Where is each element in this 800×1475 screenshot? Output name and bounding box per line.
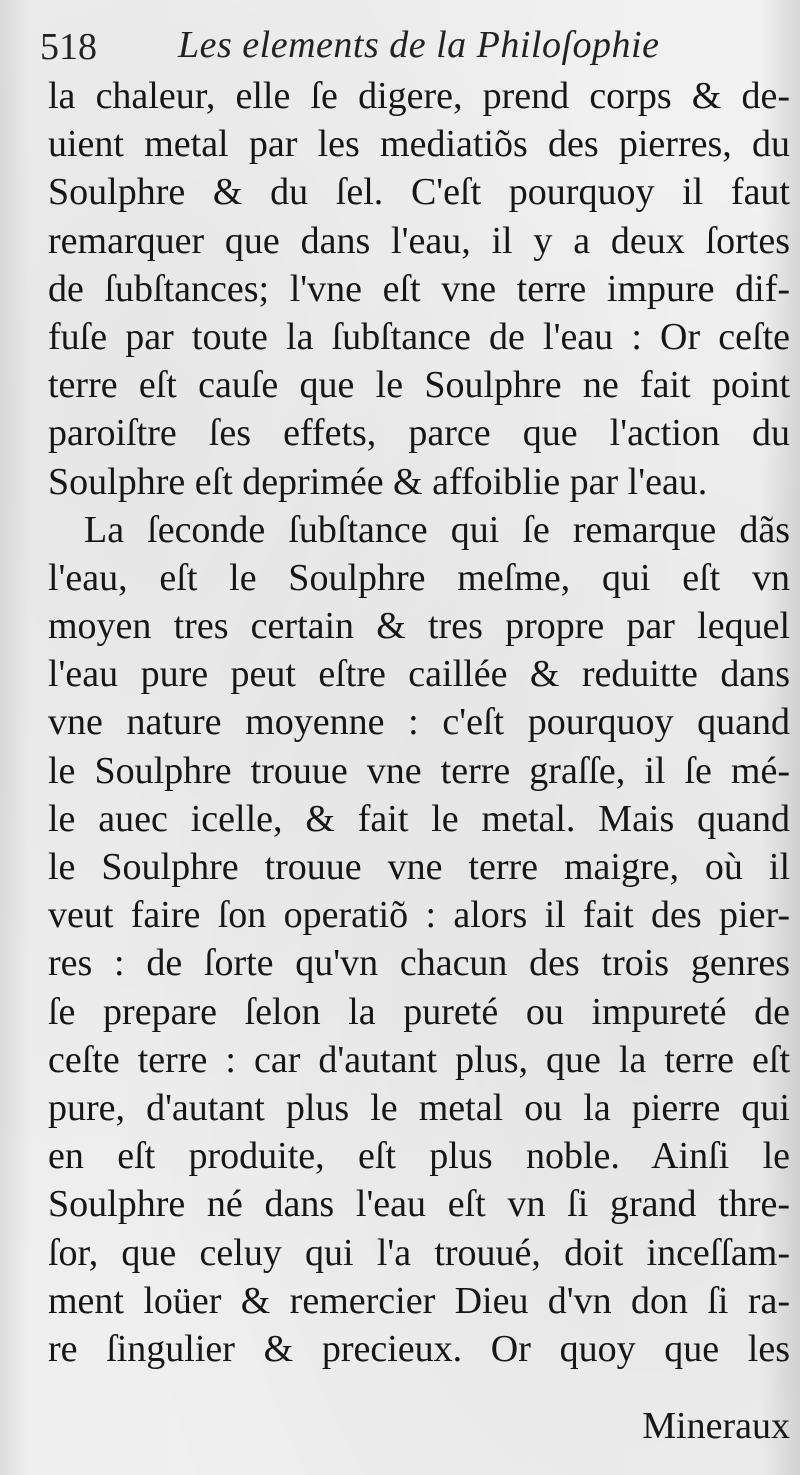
text-line: le Soulphre trouue vne terre graſſe, il ſe mé-: [48, 749, 790, 792]
text-line: de ſubſtances; l'vne eſt vne terre impure dif-: [48, 267, 790, 310]
text-line: ment loüer & remercier Dieu d'vn don ſi ra-: [48, 1279, 790, 1322]
catchword: Mineraux: [642, 1405, 790, 1447]
page-header: [40, 16, 780, 72]
text-line: fuſe par toute la ſubſtance de l'eau : Or ceſte: [48, 315, 790, 358]
text-line: en eſt produite, eſt plus noble. Ainſi le: [48, 1135, 790, 1178]
text-line: res : de ſorte qu'vn chacun des trois genres: [48, 942, 790, 985]
text-line: l'eau pure peut eſtre caillée & reduitte dans: [48, 653, 790, 696]
text-line: la chaleur, elle ſe digere, prend corps & de-: [48, 75, 790, 117]
text-line: remarquer que dans l'eau, il y a deux ſortes: [48, 219, 790, 262]
running-title: Les elements de la Philoſophie: [178, 24, 660, 66]
text-line: le Soulphre trouue vne terre maigre, où il: [48, 846, 790, 888]
text-line: ceſte terre : car d'autant plus, que la terre eſt: [48, 1038, 790, 1081]
text-line: veut faire ſon operatiõ : alors il fait des pier-: [48, 894, 790, 937]
text-line: le auec icelle, & fait le metal. Mais quand: [48, 797, 790, 840]
body-text: [48, 72, 790, 1373]
text-line: Soulphre né dans l'eau eſt vn ſi grand thre-: [48, 1183, 790, 1226]
text-line: ſor, que celuy qui l'a trouué, doit inceſſam-: [48, 1231, 790, 1274]
text-line: re ſingulier & precieux. Or quoy que les: [48, 1327, 790, 1370]
page-number: 518: [40, 26, 97, 68]
text-line: Soulphre eſt deprimée & affoiblie par l'eau.: [48, 460, 708, 503]
text-line: Soulphre & du ſel. C'eſt pourquoy il faut: [48, 171, 790, 214]
text-line: pure, d'autant plus le metal ou la pierre qui: [48, 1086, 790, 1129]
text-line: uient metal par les mediatiõs des pierres, du: [48, 123, 790, 166]
text-line: terre eſt cauſe que le Soulphre ne fait point: [48, 364, 790, 407]
text-line: ſe prepare ſelon la pureté ou impureté de: [48, 990, 790, 1033]
paragraph-start-line: La ſeconde ſubſtance qui ſe remarque dãs: [84, 508, 790, 551]
text-line: moyen tres certain & tres propre par lequel: [48, 605, 790, 648]
text-line: vne nature moyenne : c'eſt pourquoy quand: [48, 701, 790, 744]
text-line: paroiſtre ſes effets, parce que l'action du: [48, 412, 790, 455]
text-line: l'eau, eſt le Soulphre meſme, qui eſt vn: [48, 556, 790, 599]
